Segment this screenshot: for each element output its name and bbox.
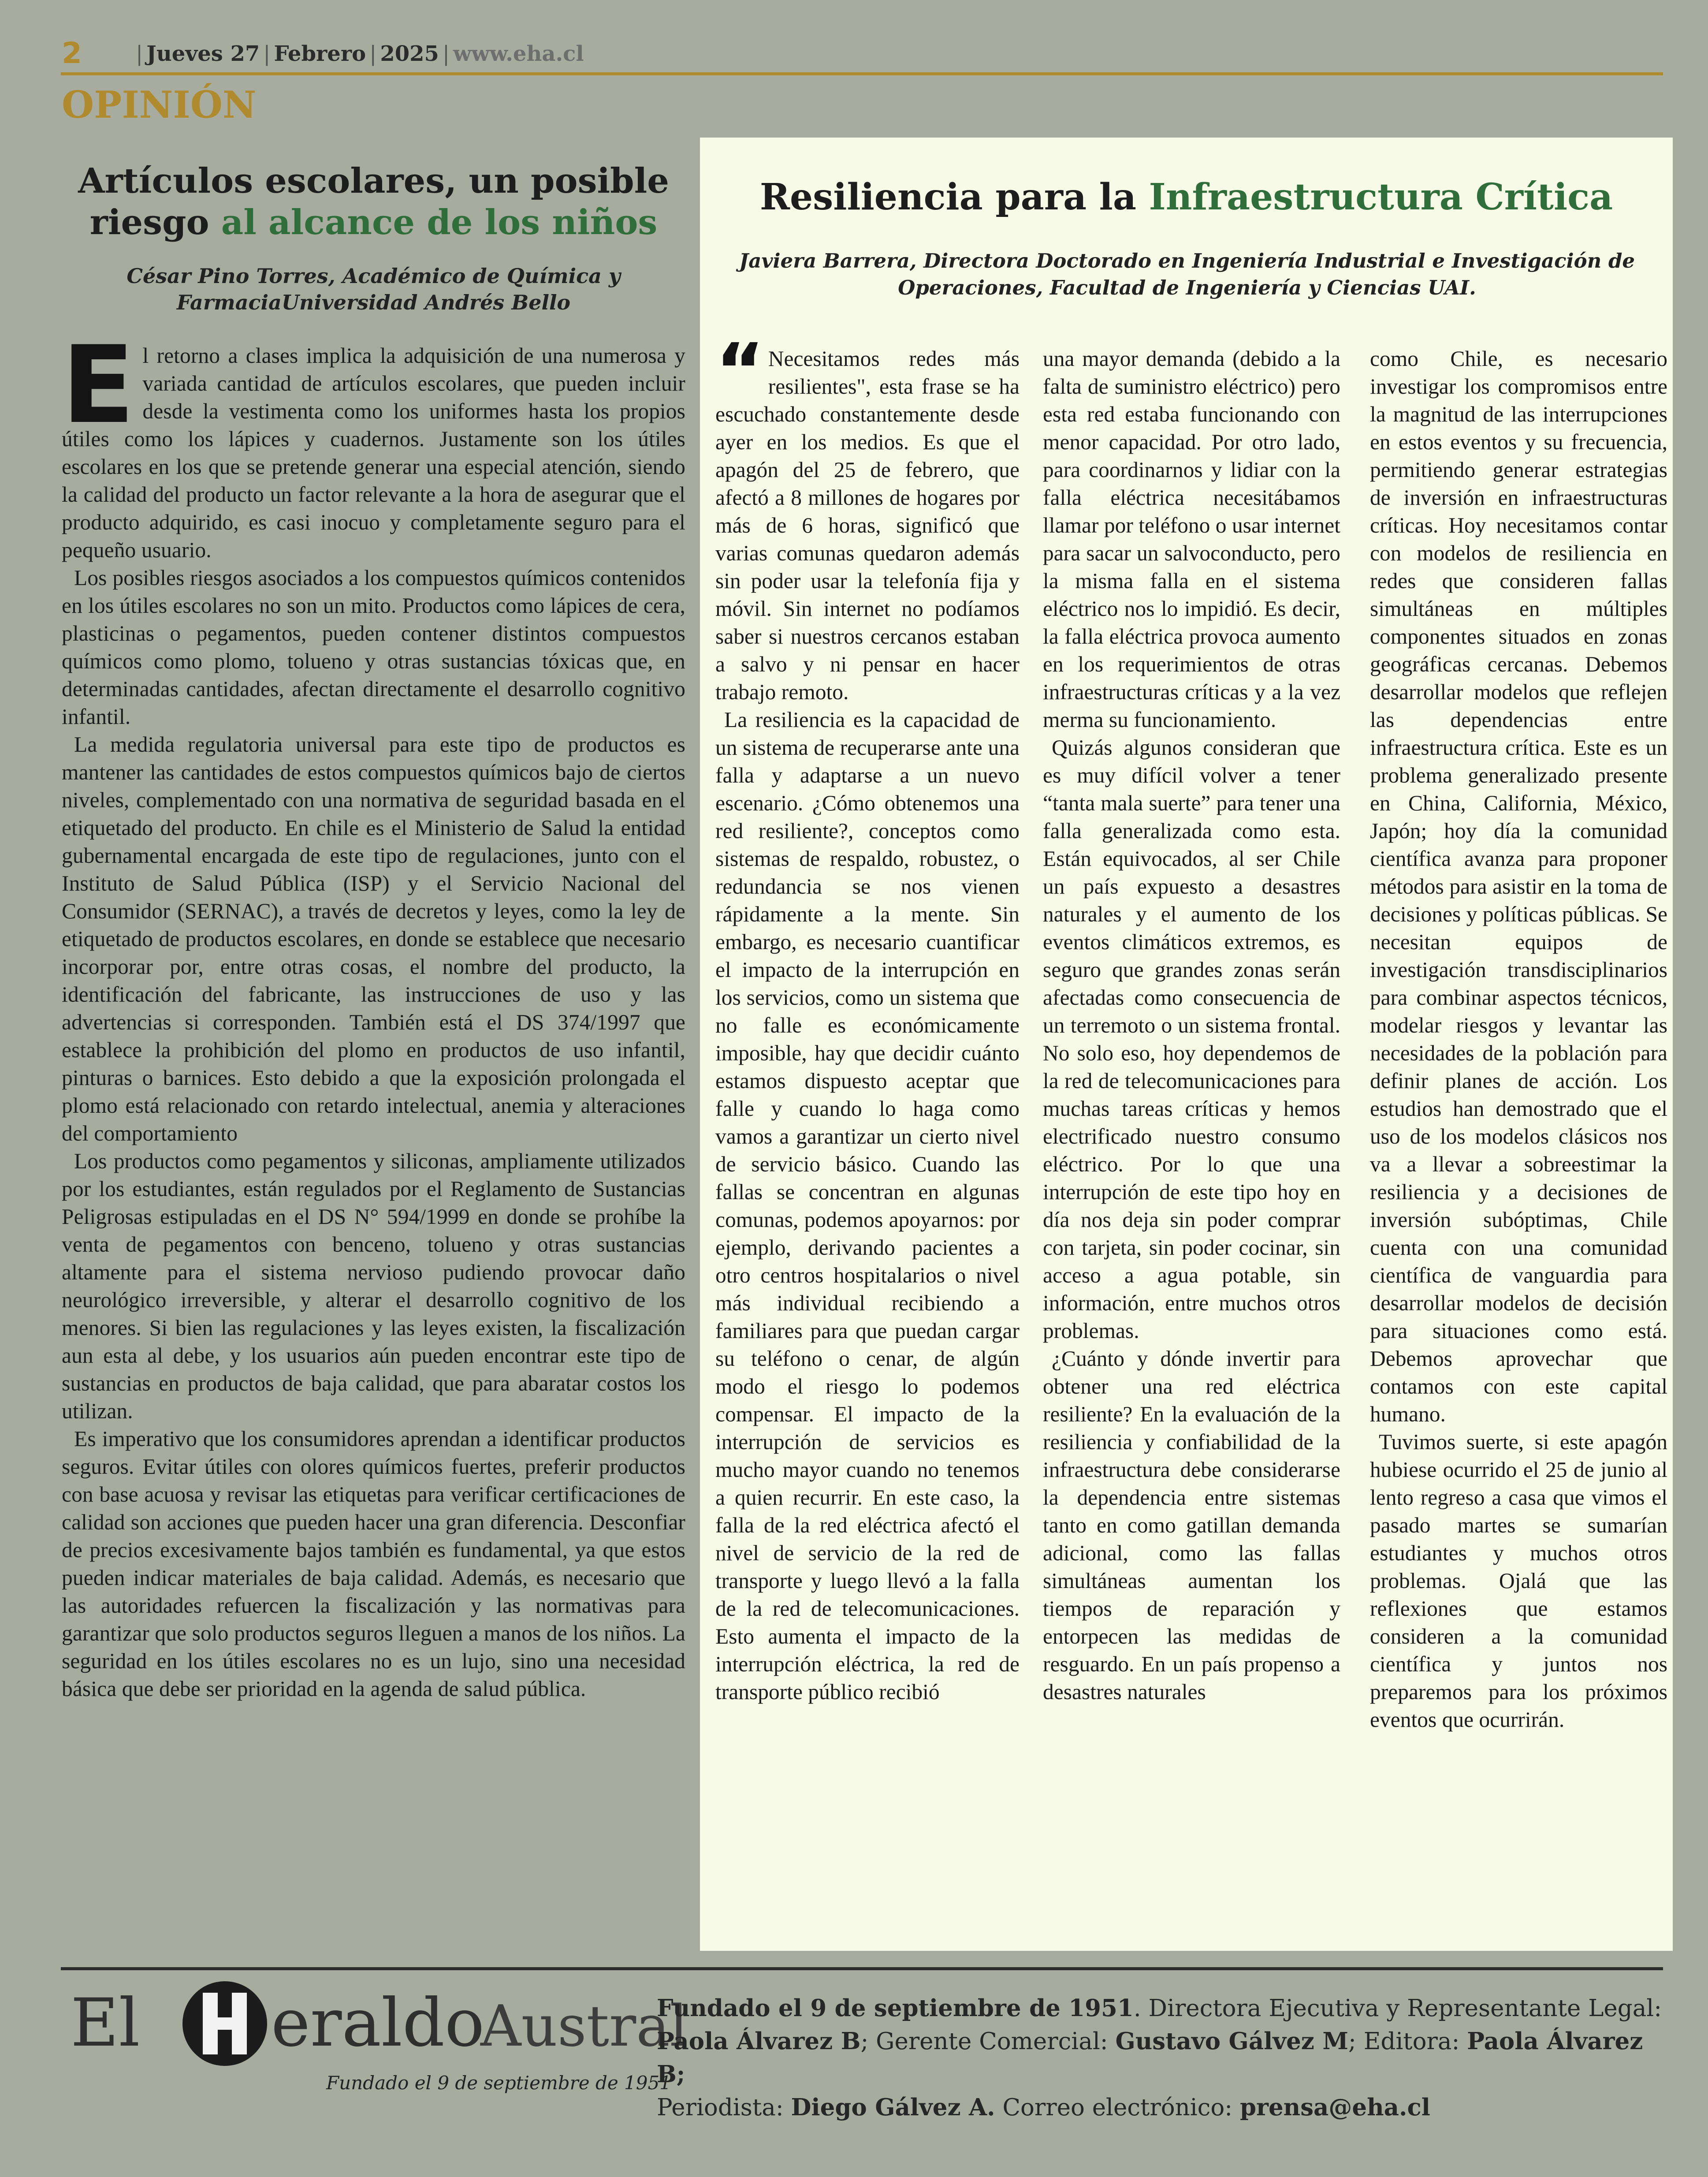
right-paragraph: Tuvimos suerte, si este apagón hubiese ocurrido el 25 de junio al lento regreso a casa que vimos el pasado martes se sumarían estudiantes y muchos otros problemas. Ojalá que las reflexiones que estamos consideren a la comunidad científica y juntos nos preparemos para los próximos eventos que ocurrirán. [1370,1430,1667,1732]
footer-journalist: Diego Gálvez A. [791,2094,995,2121]
right-column-3 [1370,345,1667,1733]
newspaper-logo [71,1975,688,2072]
left-paragraph: Los productos como pegamentos y siliconas, ampliamente utilizados por los estudiantes, están regulados por el Reglamento de Sustancias Peligrosas estipuladas en el DS N° 594/1999 en donde se prohíbe la venta de pegamentos con benceno, tolueno y otras sustancias altamente para el sistema nervioso pudiendo provocar daño neurológico irreversible, y alterar el desarrollo cognitivo de los menores. Si bien las regulaciones y las leyes existen, la fiscalización aun esta al debe, y los usuarios aún pueden encontrar este tipo de sustancias en productos de baja calidad, que para abaratar costos los utilizan. [62,1148,685,1423]
left-paragraph: La medida regulatoria universal para este tipo de productos es mantener las cantidades de estos compuestos químicos bajo de ciertos niveles, complementado con una normativa de seguridad basada en el etiquetado del producto. En chile es el Ministerio de Salud la entidad gubernamental encargada de este tipo de regulaciones, junto con el Instituto de Salud Pública (ISP) y el Servicio Nacional del Consumidor (SERNAC), a través de decretos y leyes, como la ley de etiquetado de productos escolares, en donde se establece que necesario incorporar por, entre otras cosas, el nombre del producto, la identificación del fabricante, las instrucciones de uso y las advertencias si corresponden. También está el DS 374/1997 que establece la prohibición del plomo en productos de uso infantil, pinturas o barnices. Esto debido a que la exposición prolongada el plomo está relacionado con retardo intelectual, anemia y alteraciones del comportamiento [62,732,685,1145]
right-paragraph: como Chile, es necesario investigar los compromisos entre la magnitud de las interrupciones en estos eventos y su frecuencia, permitiendo generar estrategias de inversión en infraestructuras críticas. Hoy necesitamos contar con modelos de resiliencia en redes que consideren fallas simultáneas en múltiples componentes situados en zonas geográficas cercanas. Debemos desarrollar modelos que reflejen las dependencias entre infraestructura crítica. Este es un problema generalizado presente en China, California, México, Japón; hoy día la comunidad científica avanza para proponer métodos para asistir en la toma de decisiones y políticas públicas. Se necesitan equipos de investigación transdisciplinarios para combinar aspectos técnicos, modelar riesgos y levantar las necesidades de la población para definir planes de acción. Los estudios han demostrado que el uso de los modelos clásicos nos va a llevar a sobreestimar la resiliencia y a decisiones de inversión subóptimas, Chile cuenta con una comunidad científica de vanguardia para desarrollar modelos de decisión para situaciones como está. Debemos aprovechar que contamos con este capital humano. [1370,347,1667,1426]
date-year: 2025 [380,41,439,66]
footer-director: Paola Álvarez B [657,2028,861,2055]
right-article-panel [700,138,1673,1951]
right-paragraph: Quizás algunos consideran que es muy difícil volver a tener “tanta mala suerte” para tener una falla generalizada como esta. Están equivocados, al ser Chile un país expuesto a desastres naturales y el aumento de los eventos climáticos extremos, es seguro que grandes zonas serán afectadas como consecuencia de un terremoto o un sistema frontal. No solo eso, hoy dependemos de la red de telecomunicaciones para muchas tareas críticas y hemos electrificado nuestro consumo eléctrico. Por lo que una interrupción de este tipo hoy en día nos deja sin poder comprar con tarjeta, sin poder cocinar, sin acceso a agua potable, sin información, entre muchos otros problemas. [1043,735,1340,1343]
right-paragraph: ¿Cuánto y dónde invertir para obtener una red eléctrica resiliente? En la evaluación de la resiliencia y confiabilidad de la infraestructura debe considerarse la dependencia entre sistemas tanto en como gatillan demanda adicional, como las fallas simultáneas aumentan los tiempos de reparación y entorpecen las medidas de resguardo. En un país propenso a desastres naturales [1043,1346,1340,1704]
right-article-byline: Javiera Barrera, Directora Doctorado en Ingeniería Industrial e Investigación de Operaciones, Facultad de Ingeniería y Ciencias UAI. [739,249,1635,299]
logo-tagline: Fundado el 9 de septiembre de 1951 [326,2072,671,2094]
header-divider [61,72,1663,75]
svg-text:Austral: Austral [480,1994,688,2059]
right-article-title [700,177,1673,217]
right-title-part1: Resiliencia para la [759,176,1149,218]
footer-credits: Fundado el 9 de septiembre de 1951. Directora Ejecutiva y Representante Legal: Paola Álvarez B; Gerente Comercial: Gustavo Gálvez M; Editora: Paola Álvarez B; Periodista: Diego Gálvez A. Correo electrónico: prensa@eha.cl [657,1994,1662,2121]
left-article-title [62,160,685,243]
right-title-part2: Infraestructura Crítica [1149,176,1613,218]
right-paragraph: “ Necesitamos redes más resilientes", esta frase se ha escuchado constantemente desde ayer en los medios. Es que el apagón del 25 de febrero, que afectó a 8 millones de hogares por más de 6 horas, significó que varias comunas quedaron además sin poder usar la telefonía fija y móvil. Sin internet no podíamos saber si nuestros cercanos estaban a salvo y ni pensar en hacer trabajo remoto. [715,328,1020,704]
left-paragraph: Es imperativo que los consumidores aprendan a identificar productos seguros. Evitar útiles con olores químicos fuertes, preferir productos con base acuosa y revisar las etiquetas para verificar certificaciones de calidad son acciones que pueden hacer una gran diferencia. Desconfiar de precios excesivamente bajos también es fundamental, ya que estos pueden indicar materiales de baja calidad. Además, es necesario que las autoridades refuercen la fiscalización y las normativas para garantizar que solo productos seguros lleguen a manos de los niños. La seguridad en los útiles escolares no es un lujo, sino una necesidad básica que debe ser prioridad en la agenda de salud pública. [62,1426,685,1701]
footer-editor: Paola Álvarez B; [657,2028,1643,2088]
date-month: Febrero [274,41,366,66]
footer-manager: Gustavo Gálvez M [1115,2028,1349,2055]
footer-founded: Fundado el 9 de septiembre de 1951 [657,1994,1134,2022]
right-column-1 [715,328,1020,1706]
right-paragraph: una mayor demanda (debido a la falta de suministro eléctrico) pero esta red estaba funcionando con menor capacidad. Por otro lado, para coordinarnos y lidiar con la falla eléctrica necesitábamos llamar por teléfono o usar internet para sacar un salvoconducto, pero la misma falla en el sistema eléctrico nos lo impidió. Es decir, la falla eléctrica provoca aumento en los requerimientos de otras infraestructuras críticas y a la vez merma su funcionamiento. [1043,347,1340,732]
svg-text:eraldo: eraldo [271,1985,485,2061]
dateline: | Jueves 27 | Febrero | 2025 | www.eha.cl [136,41,584,66]
page-number: 2 [62,36,82,70]
quote-mark-icon: “ [715,328,765,415]
left-title-part2: al alcance de los niños [221,202,658,242]
right-paragraph: La resiliencia es la capacidad de un sistema de recuperarse ante una falla y adaptarse a un nuevo escenario. ¿Cómo obtenemos una red resiliente?, conceptos como sistemas de respaldo, robustez, o redundancia se nos vienen rápidamente a la mente. Sin embargo, es necesario cuantificar el impacto de la interrupción en los servicios, como un sistema que no falle es económicamente imposible, hay que decidir cuánto estamos dispuesto aceptar que falle y cuando lo haga como vamos a garantizar un cierto nivel de servicio básico. Cuando las fallas se concentran en algunas comunas, podemos apoyarnos: por ejemplo, derivando pacientes a otro centros hospitalarios o nivel más individual recibiendo a familiares para que puedan cargar su teléfono o cenar, de algún modo el riesgo lo podemos compensar. El impacto de la interrupción de servicios es mucho mayor cuando no tenemos a quien recurrir. En este caso, la falla de la red eléctrica afectó el nivel de servicio de la red de transporte y luego llevó a la falla de la red de telecomunicaciones. Esto aumenta el impacto de la interrupción eléctrica, la red de transporte público recibió [715,708,1020,1704]
drop-cap: E [62,323,135,447]
website-link[interactable]: www.eha.cl [453,41,584,66]
left-article-byline: César Pino Torres, Académico de Química y FarmaciaUniversidad Andrés Bello [127,264,621,314]
svg-text:El: El [71,1985,140,2061]
right-column-2 [1043,345,1340,1706]
left-paragraph: Los posibles riesgos asociados a los compuestos químicos contenidos en los útiles escolares no son un mito. Productos como lápices de cera, plasticinas o pegamentos, pueden contener distintos compuestos químicos como plomo, tolueno y otras sustancias tóxicas que, en determinadas cantidades, afectan directamente el desarrollo cognitivo infantil. [62,565,685,729]
left-paragraph: El retorno a clases implica la adquisición de una numerosa y variada cantidad de artículos escolares, que pueden incluir desde la vestimenta como los uniformes hasta los propios útiles como los lápices y cuadernos. Justamente son los útiles escolares en los que se pretende generar una especial atención, siendo la calidad del producto un factor relevante a la hora de asegurar que el producto adquirido, es casi inocuo y completamente seguro para el pequeño usuario. [62,323,685,562]
footer-divider [61,1967,1663,1970]
date-day: Jueves 27 [146,41,260,66]
left-article [62,160,685,1703]
left-article-body [62,323,685,1703]
footer-email-link[interactable]: prensa@eha.cl [1239,2094,1430,2121]
section-title: OPINIÓN [62,83,257,127]
left-title-part1: Artículos escolares, un posible riesgo [78,161,669,242]
